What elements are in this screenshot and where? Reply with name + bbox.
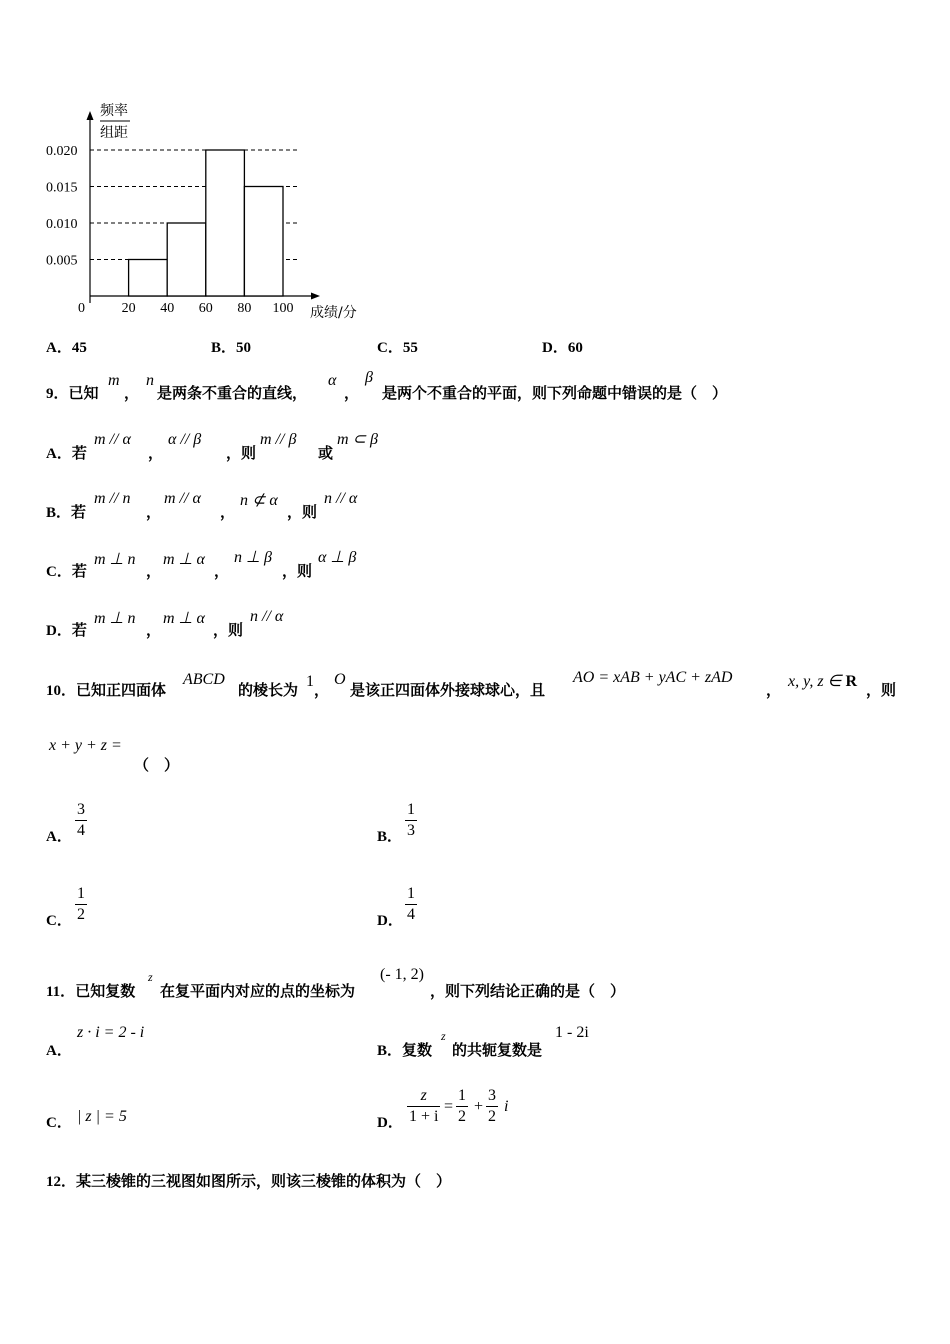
q11-stem-2: 在复平面内对应的点的坐标为 (160, 982, 356, 1000)
q9-stem: 9．已知 (46, 384, 99, 402)
q11-option-b: B．复数 (377, 1041, 433, 1059)
q10-d-fraction: $\frac{1}{4}$ (407, 885, 415, 923)
q11-a-expr: z · i = 2 - i (77, 1024, 145, 1041)
q9-c-comma1: ， (146, 562, 162, 580)
q11-d-fraction-three-halves: $\frac{3}{2}$ (488, 1087, 496, 1125)
q10-then: ，则 (866, 681, 897, 699)
histogram-chart (30, 95, 410, 335)
x-tick-label: 20 (121, 301, 136, 316)
q9-a-comma1: ， (148, 444, 164, 462)
q9-c-expr2: m ⊥ α (163, 551, 205, 568)
q10-abcd: ABCD (183, 671, 225, 688)
q9-option-d: D．若 (46, 621, 87, 639)
q10-option-a: A． (46, 829, 72, 845)
q9-c-expr1: m ⊥ n (94, 551, 136, 568)
q11-stem: 11．已知复数 (46, 982, 136, 1000)
q9-b-expr4: n // α (324, 490, 358, 507)
y-tick-label: 0.020 (46, 144, 78, 159)
histogram-bar-40-60 (167, 223, 206, 296)
q10-comma-2: ， (766, 681, 782, 699)
q9-a-then: ，则 (226, 444, 257, 462)
q10-vector-eq: AO = xAB + yAC + zAD (573, 669, 733, 686)
q10-c-fraction: $\frac{1}{2}$ (77, 885, 85, 923)
q9-option-a: A．若 (46, 444, 87, 462)
q11-option-d: D． (377, 1115, 403, 1131)
q11-b-z: z (441, 1029, 446, 1043)
q12-stem: 12．某三棱锥的三视图如图所示，则该三棱锥的体积为（ ） (46, 1172, 452, 1190)
histogram-bar-60-80 (206, 150, 245, 296)
q11-stem-3: ，则下列结论正确的是（ ） (430, 982, 626, 1000)
q10-paren: （ ） (134, 756, 180, 774)
q9-c-expr3: n ⊥ β (234, 549, 272, 566)
y-axis-label-bottom: 组距 (100, 125, 128, 141)
q11-c-expr: | z | = 5 (77, 1108, 127, 1125)
x-tick-label: 100 (272, 301, 294, 316)
histogram-bar-20-40 (129, 260, 168, 297)
q9-a-or: 或 (318, 444, 334, 462)
q9-d-expr1: m ⊥ n (94, 610, 136, 627)
q9-b-comma1: ， (146, 503, 162, 521)
q9-stem-2: 是两条不重合的直线， (157, 384, 308, 402)
x-axis-arrow (311, 293, 320, 300)
q9-comma-2: ， (344, 384, 360, 402)
q11-z: z (148, 970, 153, 984)
q9-var-m: m (108, 372, 120, 389)
q10-stem: 10．已知正四面体 (46, 681, 167, 699)
q11-d-plus: + (474, 1098, 484, 1115)
q9-var-beta: β (365, 369, 373, 386)
q9-b-then: ，则 (287, 503, 318, 521)
q11-b-expr: 1 - 2i (555, 1024, 589, 1041)
q10-b-fraction: $\frac{1}{3}$ (407, 801, 415, 839)
x-tick-label: 40 (160, 301, 175, 316)
q9-var-alpha: α (328, 372, 337, 389)
q8-option-c: C．55 (377, 340, 418, 356)
q10-stem-3: 是该正四面体外接球球心，且 (350, 681, 546, 699)
q9-option-b: B．若 (46, 503, 87, 521)
q11-option-c: C． (46, 1115, 72, 1131)
q11-option-a: A． (46, 1043, 72, 1059)
q11-coord: (- 1, 2) (380, 966, 424, 983)
q10-xyz: x, y, z ∈ R (788, 673, 858, 690)
q9-d-then: ，则 (213, 621, 244, 639)
y-axis-arrow (87, 111, 94, 120)
q9-option-c: C．若 (46, 562, 87, 580)
q9-var-n: n (146, 372, 154, 389)
q10-comma: ， (314, 681, 330, 699)
origin-label: 0 (78, 301, 85, 316)
q8-option-a: A．45 (46, 340, 87, 356)
q9-b-expr2: m // α (164, 490, 201, 507)
q9-b-expr1: m // n (94, 490, 131, 507)
q11-d-equals: = (444, 1098, 454, 1115)
y-tick-label: 0.005 (46, 253, 78, 269)
q10-option-c: C． (46, 913, 72, 929)
q9-a-expr3: m // β (260, 431, 297, 448)
q8-option-d: D．60 (542, 340, 583, 356)
q10-sum: x + y + z = (49, 737, 122, 754)
q9-d-expr2: m ⊥ α (163, 610, 205, 627)
histogram-bar-80-100 (244, 187, 283, 297)
q10-o: O (334, 671, 346, 688)
x-tick-label: 80 (237, 301, 252, 316)
q10-stem-2: 的棱长为 (238, 681, 299, 699)
q10-a-fraction: $\frac{3}{4}$ (77, 801, 85, 839)
q9-a-expr4: m ⊂ β (337, 431, 378, 448)
y-axis-label-top: 频率 (100, 103, 128, 119)
q11-d-i: i (504, 1098, 509, 1115)
y-tick-label: 0.010 (46, 217, 78, 232)
q9-b-expr3: n ⊄ α (240, 492, 278, 509)
q9-stem-3: 是两个不重合的平面，则下列命题中错误的是（ ） (382, 384, 728, 402)
q9-c-comma2: ， (214, 562, 230, 580)
q11-d-fraction-left: $\frac{z}{1 + i}$ (409, 1087, 439, 1125)
q10-option-b: B． (377, 829, 403, 845)
q8-option-b: B．50 (211, 340, 252, 356)
q11-b-text: 的共轭复数是 (452, 1041, 543, 1059)
q9-comma: ， (124, 384, 140, 402)
q9-a-expr2: α // β (168, 431, 202, 448)
q9-c-then: ，则 (282, 562, 313, 580)
x-tick-label: 60 (198, 301, 213, 316)
q10-one: 1 (306, 673, 314, 690)
q9-d-expr3: n // α (250, 608, 284, 625)
q10-option-d: D． (377, 913, 403, 929)
q9-a-expr1: m // α (94, 431, 131, 448)
x-axis-label: 成绩/分 (310, 305, 357, 321)
q9-c-expr4: α ⊥ β (318, 549, 357, 566)
y-tick-label: 0.015 (46, 180, 78, 196)
q9-d-comma1: ， (146, 621, 162, 639)
q9-b-comma2: ， (220, 503, 236, 521)
q11-d-fraction-half: $\frac{1}{2}$ (458, 1087, 466, 1125)
